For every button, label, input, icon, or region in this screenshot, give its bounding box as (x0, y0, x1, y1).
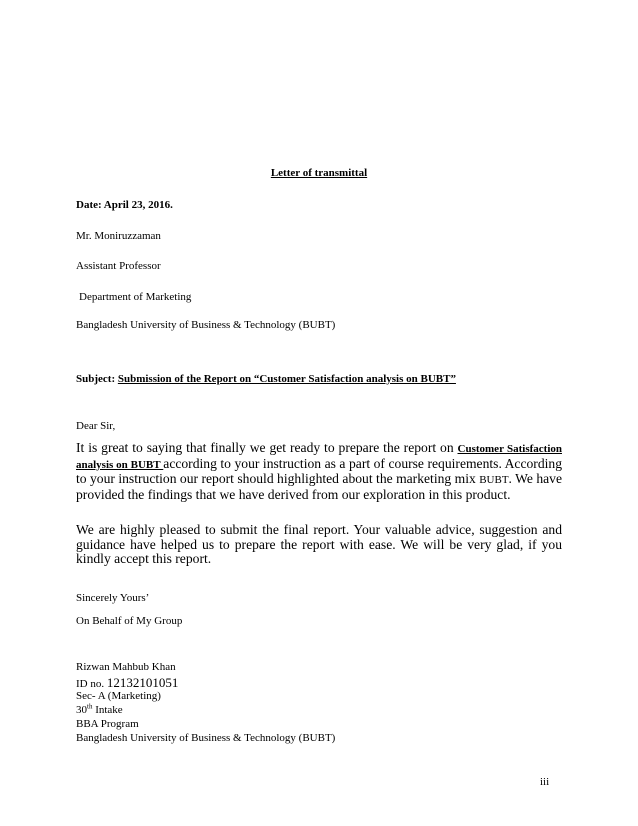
sender-name: Rizwan Mahbub Khan (76, 661, 176, 673)
subject-label: Subject: (76, 373, 116, 385)
recipient-position: Assistant Professor (76, 260, 161, 272)
intake-suffix: th (87, 702, 93, 711)
paragraph-2: We are highly pleased to submit the final report. Your valuable advice, suggestion and guidance have helped us to prepare the report with ease. We will be very glad, if you kindly accept this report. (76, 522, 562, 567)
sender-institution: Bangladesh University of Business & Technology (BUBT) (76, 732, 336, 744)
letter-date: Date: April 23, 2016. (76, 199, 173, 211)
paragraph-1-part-3: . We have provided the findings that we have derived from our exploration in this product. (76, 471, 562, 502)
subject-line (76, 373, 456, 386)
closing: Sincerely Yours’ (76, 592, 150, 604)
intake-number: 30 (76, 704, 87, 716)
recipient-name: Mr. Moniruzzaman (76, 230, 161, 242)
sender-section: Sec- A (Marketing) (76, 690, 161, 702)
paragraph-1-part-2: according to your instruction as a part of course requirements. According to your instruction our report should highlighted about the marketing mix (76, 455, 562, 487)
paragraph-1-report-title: Customer Satisfaction analysis on BUBT (76, 443, 562, 471)
on-behalf-line: On Behalf of My Group (76, 615, 183, 627)
sender-id-number: 12132101051 (106, 675, 179, 690)
paragraph-1 (76, 441, 562, 502)
page-number: iii (540, 776, 550, 788)
sender-program: BBA Program (76, 718, 139, 730)
sender-id-label: ID no. (76, 678, 105, 690)
sender-intake (76, 704, 123, 717)
recipient-department: Department of Marketing (79, 291, 192, 303)
intake-label: Intake (95, 704, 123, 716)
paragraph-1-part-1: It is great to saying that finally we get ready to prepare the report on (76, 440, 458, 455)
letter-title: Letter of transmittal (270, 167, 368, 179)
recipient-institution: Bangladesh University of Business & Technology (BUBT) (76, 319, 336, 331)
salutation: Dear Sir, (76, 420, 116, 432)
subject-text: Submission of the Report on “Customer Satisfaction analysis on BUBT” (117, 373, 456, 385)
paragraph-1-bubt: BUBT (479, 474, 509, 487)
